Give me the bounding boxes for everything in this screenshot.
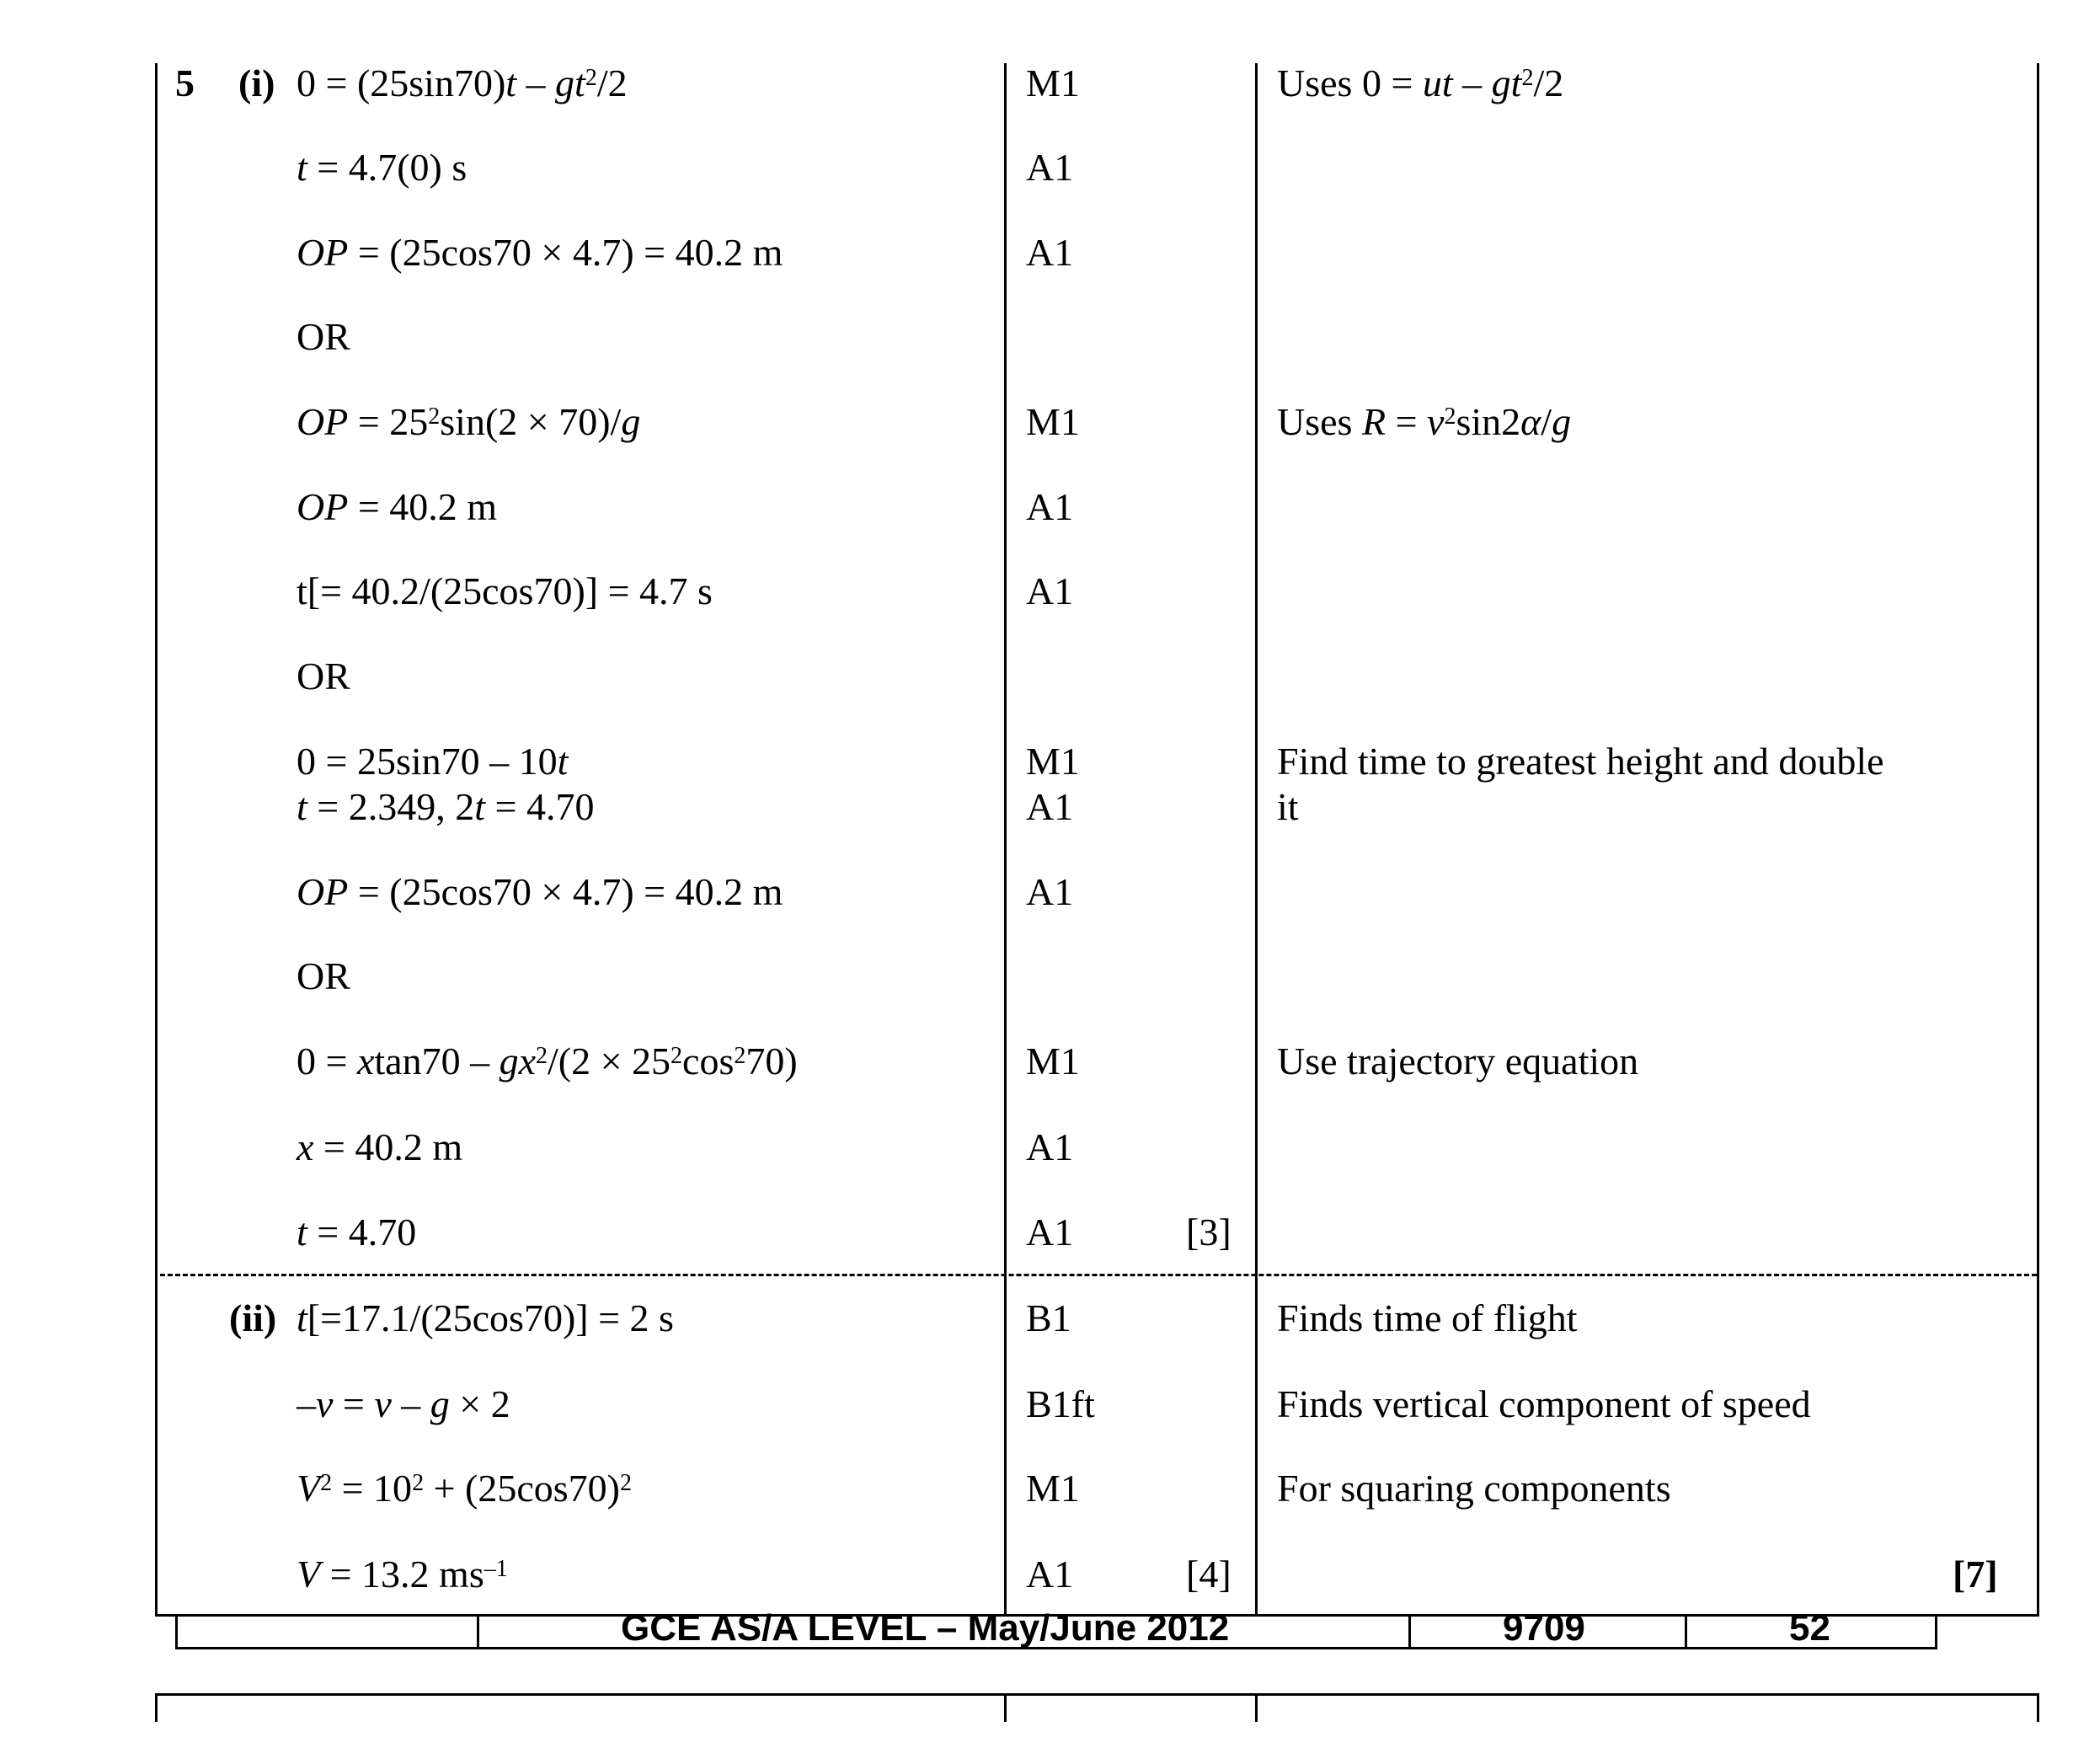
part-ii-label: (ii) [229,1296,277,1339]
mark: A1 [1026,485,1074,528]
working-line: t[=17.1/(25cos70)] = 2 s [297,1296,674,1339]
mark: M1 [1026,740,1080,783]
working-line: t = 2.349, 2t = 4.70 [297,785,595,828]
working-line: OP = (25cos70 × 4.7) = 40.2 m [297,231,783,274]
part-i-label: (i) [238,61,275,104]
guidance-note: Use trajectory equation [1277,1040,1639,1082]
working-line: $V^2 = 10^2 + (25\cos 70)^2$ [297,1467,632,1510]
next-table-col-divider-2 [1255,1693,1258,1722]
table-col-divider-1 [1004,63,1007,1616]
next-table-right-border [2037,1693,2039,1722]
syllabus-title: GCE AS/A LEVEL – May/June 2012 [621,1607,1230,1649]
table-left-border [155,63,158,1616]
part-ii-total: [4] [1186,1553,1231,1596]
part-separator [160,1274,2037,1276]
footer-col-line [477,1616,479,1649]
guidance-note: Uses $R = v^2\sin 2\alpha/g$ [1277,400,1572,443]
mark: M1 [1026,1040,1080,1082]
table-right-border [2037,63,2039,1616]
question-total: [7] [1953,1553,1998,1596]
guidance-note: it [1277,785,1299,828]
footer-col-line [1935,1616,1937,1649]
guidance-note: Find time to greatest height and double [1277,740,1884,783]
working-line: t[= 40.2/(25cos70)] = 4.7 s [297,569,713,612]
guidance-note: Uses 0 = ut – $gt^2/2$ [1277,61,1564,104]
mark: A1 [1026,146,1074,189]
paper-number: 52 [1789,1607,1830,1649]
mark: M1 [1026,400,1080,443]
mark: A1 [1026,1211,1074,1254]
footer-col-line [1408,1616,1411,1649]
next-table-top-border [155,1693,2039,1696]
working-line: x = 40.2 m [297,1125,463,1168]
working-line: t = 4.70 [297,1211,417,1254]
question-number: 5 [175,61,195,104]
working-line: OP = $25^2\sin(2 \times 70)/g$ [297,400,641,443]
table-col-divider-2 [1255,63,1258,1616]
next-table-col-divider-1 [1004,1693,1007,1722]
mark: A1 [1026,870,1074,913]
mark: B1ft [1026,1382,1095,1425]
syllabus-code: 9709 [1503,1607,1585,1649]
footer-col-line [175,1616,178,1649]
mark: A1 [1026,231,1074,274]
working-line: OR [297,954,350,997]
mark: A1 [1026,569,1074,612]
working-line: OR [297,315,350,358]
mark: A1 [1026,1125,1074,1168]
mark: A1 [1026,785,1074,828]
guidance-note: Finds time of flight [1277,1296,1578,1339]
working-line: $0 = xtan70 - gx^2/(2 \times 25^2\cos^270)$ [297,1040,798,1082]
working-line: –v = v – g × 2 [297,1382,510,1425]
working-line: t = 4.7(0) s [297,146,467,189]
part-i-total: [3] [1186,1211,1231,1254]
next-table-left-border [155,1693,158,1722]
mark: M1 [1026,61,1080,104]
working-line: OP = 40.2 m [297,485,498,528]
working-line: OP = (25cos70 × 4.7) = 40.2 m [297,870,783,913]
mark: A1 [1026,1553,1074,1596]
working-line: 0 = 25sin70 – 10t [297,740,569,783]
footer-col-line [1685,1616,1687,1649]
working-line: OR [297,655,350,698]
guidance-note: Finds vertical component of speed [1277,1382,1811,1425]
working-line: $0 = (25\sin 70)t - gt^2/2$ [297,61,628,104]
mark: B1 [1026,1296,1071,1339]
guidance-note: For squaring components [1277,1467,1671,1510]
working-line: V = 13.2 $ms^{-1}$ [297,1553,508,1596]
mark: M1 [1026,1467,1080,1510]
